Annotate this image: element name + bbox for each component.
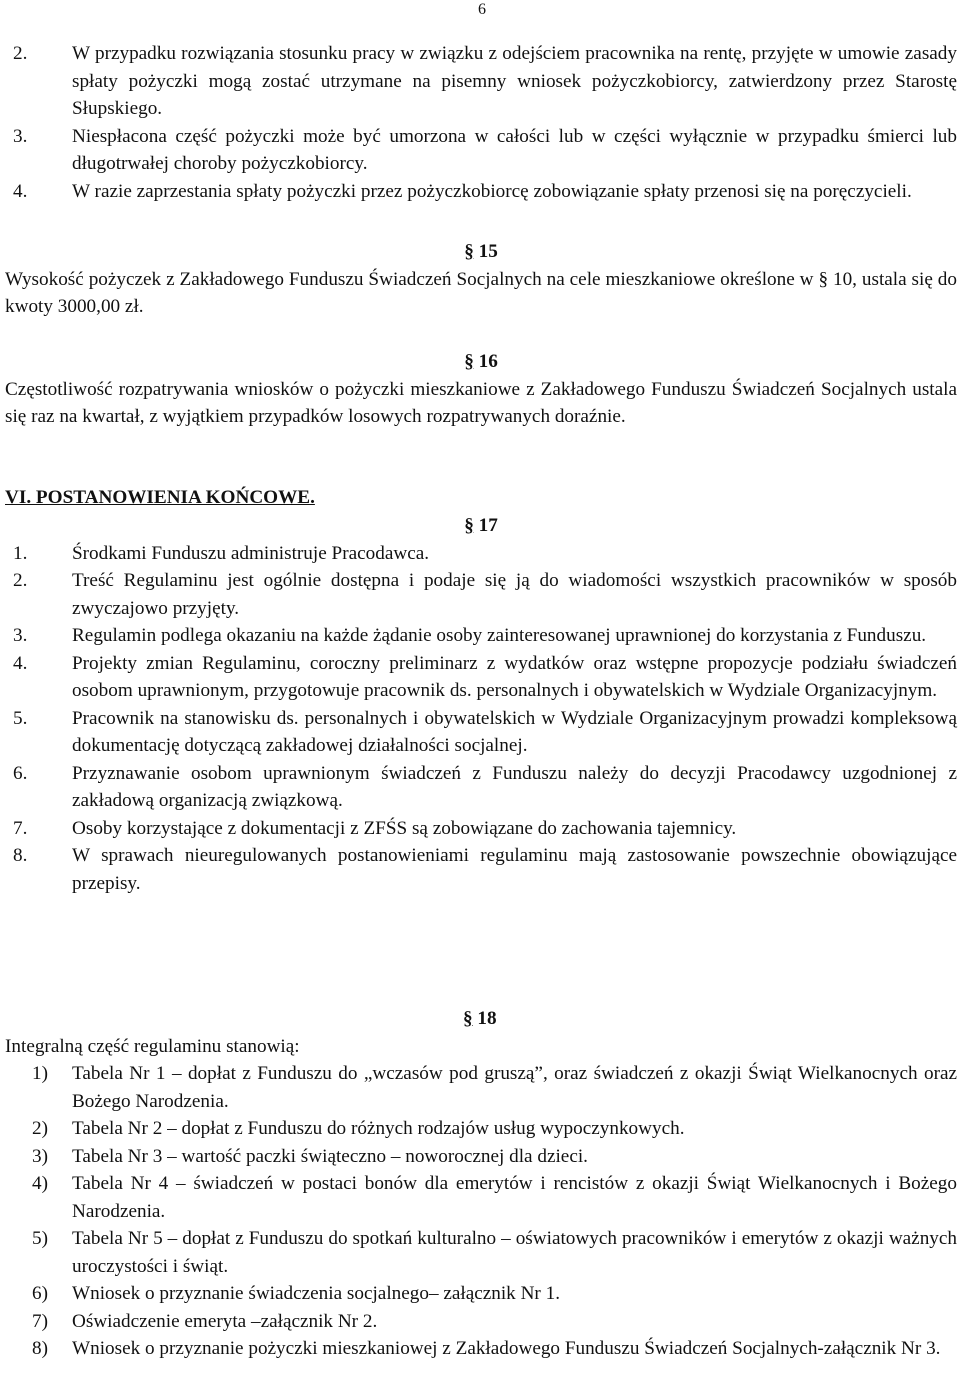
- list-item: [5, 650, 957, 705]
- list-item: [5, 760, 957, 815]
- list-item: [5, 1280, 957, 1308]
- chapter-heading-block: [5, 484, 957, 512]
- section-18-list: [5, 1060, 957, 1363]
- list-item-number: 2.: [13, 570, 28, 591]
- list-item: [5, 123, 957, 178]
- section-number: 17: [478, 515, 498, 536]
- list-item-text: Środkami Funduszu administruje Pracodawca.: [72, 542, 430, 564]
- list-item: [5, 1143, 957, 1171]
- list-item: [5, 815, 957, 843]
- list-item-text: Wniosek o przyznanie świadczenia socjalnego– załącznik Nr 1.: [72, 1283, 561, 1304]
- list-item-number: 4.: [13, 180, 28, 202]
- list-item-number: 3.: [13, 625, 28, 646]
- list-item-number: 4.: [13, 652, 28, 674]
- list-item-text: Przyznawanie osobom uprawnionym świadczeń z Funduszu należy do decyzji Pracodawcy uzgodnionej z zakładową organizacją związkową.: [72, 762, 957, 811]
- section-symbol: §: [463, 1008, 473, 1029]
- list-item-text: W przypadku rozwiązania stosunku pracy w związku z odejściem pracownika na rentę, przyjęte w umowie zasady spłaty pożyczki mogą zostać utrzymane na pisemny wniosek pożyczkobiorcy, zatwierdzony przez Starostę Słupskiego.: [72, 43, 957, 119]
- section-symbol: §: [464, 351, 474, 372]
- list-item-text: Tabela Nr 4 – świadczeń w postaci bonów dla emerytów i rencistów z okazji Świąt Wielkanocnych i Bożego Narodzenia.: [72, 1173, 957, 1222]
- list-item-number: 3): [32, 1145, 48, 1167]
- list-item: [5, 1308, 957, 1336]
- list-item: [5, 1335, 957, 1363]
- list-item-text: Osoby korzystające z dokumentacji z ZFŚS są zobowiązane do zachowania tajemnicy.: [72, 817, 737, 839]
- section-heading: [5, 238, 957, 266]
- section-paragraph: Wysokość pożyczek z Zakładowego Funduszu Świadczeń Socjalnych na cele mieszkaniowe określone w § 10, ustala się do kwoty 3000,00 zł.: [5, 268, 957, 317]
- list-item-number: 7): [32, 1310, 48, 1332]
- list-item: [5, 1115, 957, 1143]
- list-item-number: 4): [32, 1173, 48, 1194]
- list-item: [5, 567, 957, 622]
- list-item-text: Tabela Nr 2 – dopłat z Funduszu do różnych rodzajów usług wypoczynkowych.: [72, 1118, 685, 1139]
- section-paragraph: Częstotliwość rozpatrywania wniosków o pożyczki mieszkaniowe z Zakładowego Funduszu Świadczeń Socjalnych ustala się raz na kwartał, z wyjątkiem przypadków losowych rozpatrywanych doraźnie.: [5, 378, 957, 427]
- list-item: [5, 842, 957, 897]
- list-item-number: 6): [32, 1283, 48, 1304]
- section-heading: [5, 348, 957, 376]
- section-number: 18: [477, 1008, 497, 1029]
- list-item-number: 8): [32, 1338, 48, 1359]
- list-item-text: W razie zaprzestania spłaty pożyczki przez pożyczkobiorcę zobowiązanie spłaty przenosi się na poręczycieli.: [72, 180, 912, 202]
- list-item-number: 7.: [13, 817, 28, 839]
- section-16: [5, 348, 957, 431]
- section-heading: [5, 1005, 957, 1033]
- list-item: [5, 1060, 957, 1115]
- section-heading: [5, 512, 957, 540]
- section-15: [5, 238, 957, 321]
- list-item-number: 1): [32, 1063, 48, 1084]
- list-item-number: 8.: [13, 845, 28, 866]
- section-intro: Integralną część regulaminu stanowią:: [5, 1035, 300, 1057]
- page-number: 6: [478, 1, 486, 18]
- list-item-text: W sprawach nieuregulowanych postanowieniami regulaminu mają zastosowanie powszechnie obowiązujące przepisy.: [72, 845, 957, 894]
- list-item: [5, 705, 957, 760]
- section-number: 15: [478, 241, 498, 262]
- list-item-number: 5.: [13, 707, 28, 729]
- section-number: 16: [478, 351, 498, 372]
- list-item-number: 3.: [13, 125, 28, 147]
- list-item-text: Treść Regulaminu jest ogólnie dostępna i podaje się ją do wiadomości wszystkich pracowników w sposób zwyczajowo przyjęty.: [72, 570, 957, 619]
- list-item-number: 1.: [13, 542, 28, 564]
- list-item: [5, 622, 957, 650]
- list-item-text: Projekty zmian Regulaminu, coroczny preliminarz z wydatków oraz wstępne propozycje podziału świadczeń osobom uprawnionym, przygotowuje pracownik ds. personalnych i obywatelskich w Wydziale Organizacyjnym.: [72, 652, 957, 701]
- list-item: [5, 540, 957, 568]
- list-item-text: Tabela Nr 1 – dopłat z Funduszu do „wczasów pod gruszą”, oraz świadczeń z okazji Świąt Wielkanocnych oraz Bożego Narodzenia.: [72, 1063, 957, 1112]
- list-item-text: Wniosek o przyznanie pożyczki mieszkaniowej z Zakładowego Funduszu Świadczeń Socjalnych-załącznik Nr 3.: [72, 1338, 941, 1359]
- list-item-text: Tabela Nr 3 – wartość paczki świąteczno – noworocznej dla dzieci.: [72, 1145, 588, 1167]
- list-item: [5, 1225, 957, 1280]
- section-17: [5, 512, 957, 897]
- list-item: [5, 40, 957, 123]
- section-symbol: §: [464, 241, 474, 262]
- section-14-list: [5, 40, 957, 205]
- section-18: [5, 1005, 957, 1363]
- list-item-number: 2): [32, 1118, 48, 1139]
- list-item-number: 5): [32, 1228, 48, 1249]
- list-item-number: 6.: [13, 762, 28, 784]
- list-item: [5, 1170, 957, 1225]
- list-item: [5, 178, 957, 206]
- chapter-title: VI. POSTANOWIENIA KOŃCOWE.: [5, 487, 315, 508]
- list-item-number: 2.: [13, 43, 28, 64]
- section-symbol: §: [464, 515, 474, 536]
- section-17-list: [5, 540, 957, 898]
- list-item-text: Pracownik na stanowisku ds. personalnych i obywatelskich w Wydziale Organizacyjnym prowadzi kompleksową dokumentację dotyczącą zakładowej działalności socjalnej.: [72, 707, 957, 756]
- list-item-text: Niespłacona część pożyczki może być umorzona w całości lub w części wyłącznie w przypadku śmierci lub długotrwałej choroby pożyczkobiorcy.: [72, 125, 957, 174]
- list-item-text: Oświadczenie emeryta –załącznik Nr 2.: [72, 1310, 378, 1332]
- list-item-text: Regulamin podlega okazaniu na każde żądanie osoby zainteresowanej uprawnionej do korzystania z Funduszu.: [72, 625, 927, 646]
- list-item-text: Tabela Nr 5 – dopłat z Funduszu do spotkań kulturalno – oświatowych pracowników i emerytów z okazji ważnych uroczystości i świąt.: [72, 1228, 957, 1277]
